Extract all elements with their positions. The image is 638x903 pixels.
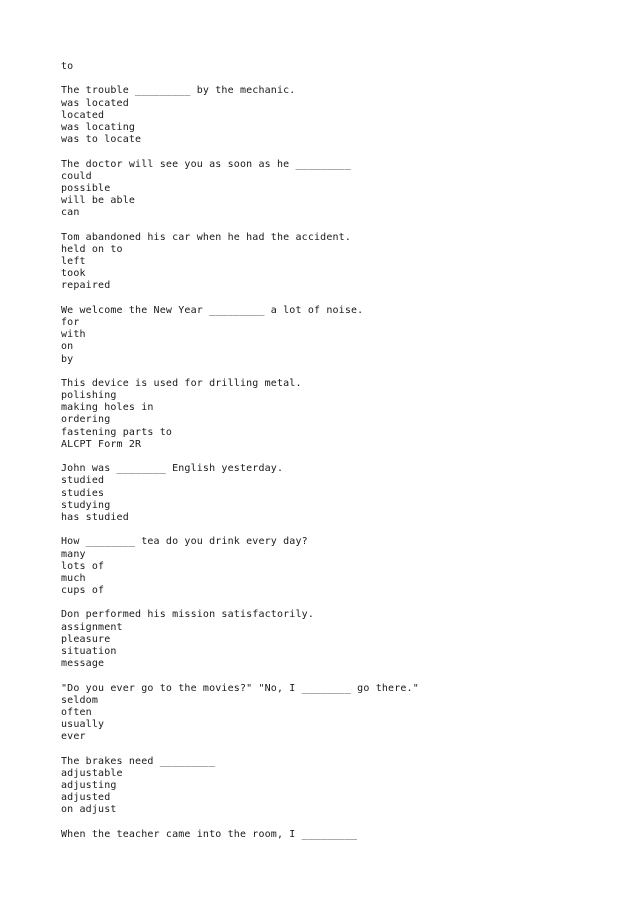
question-4 xyxy=(61,305,621,366)
option-d: fastening parts to xyxy=(61,426,173,438)
question-8 xyxy=(61,609,621,670)
option-d: repaired xyxy=(61,280,111,292)
question-3 xyxy=(61,232,621,293)
option-b: possible xyxy=(61,182,111,194)
option-c: took xyxy=(61,268,86,280)
option-a: polishing xyxy=(61,390,117,402)
option-c: was locating xyxy=(61,121,136,133)
option-a: for xyxy=(61,316,80,328)
question-stem: We welcome the New Year _________ a lot of noise. xyxy=(61,304,364,316)
option-a: could xyxy=(61,170,92,182)
option-c: on xyxy=(61,341,74,353)
question-stem: When the teacher came into the room, I _________ xyxy=(61,828,358,840)
option-b: often xyxy=(61,706,92,718)
option-c: ordering xyxy=(61,414,111,426)
question-stem: This device is used for drilling metal. xyxy=(61,377,302,389)
question-stem: The brakes need _________ xyxy=(61,755,216,767)
option-d: can xyxy=(61,207,80,219)
option-a: studied xyxy=(61,475,105,487)
option-a: seldom xyxy=(61,694,99,706)
option-a: was located xyxy=(61,97,129,109)
option-d: ever xyxy=(61,731,86,743)
document-page xyxy=(61,61,621,841)
option-d: message xyxy=(61,658,105,670)
question-2 xyxy=(61,159,621,220)
option-b: located xyxy=(61,109,105,121)
option-b: left xyxy=(61,256,86,267)
option-b: lots of xyxy=(61,560,105,572)
option-c: adjusted xyxy=(61,792,111,804)
option-b: adjusting xyxy=(61,780,117,792)
question-9 xyxy=(61,683,621,744)
option-d: on adjust xyxy=(61,804,117,816)
option-c: situation xyxy=(61,646,117,657)
question-stem: John was ________ English yesterday. xyxy=(61,463,284,475)
option-d: by xyxy=(61,353,74,365)
option-c: studying xyxy=(61,499,111,511)
question-stem: Tom abandoned his car when he had the accident. xyxy=(61,231,352,243)
question-stem: How ________ tea do you drink every day? xyxy=(61,536,308,548)
option-d: cups of xyxy=(61,585,105,597)
option-c: much xyxy=(61,572,86,584)
leading-fragment: to xyxy=(61,61,74,72)
option-a: held on to xyxy=(61,243,123,255)
option-a: adjustable xyxy=(61,767,123,779)
option-b: with xyxy=(61,329,86,341)
option-c: usually xyxy=(61,719,105,731)
question-stem: Don performed his mission satisfactorily. xyxy=(61,609,314,621)
option-b: pleasure xyxy=(61,633,111,645)
option-a: assignment xyxy=(61,621,123,633)
question-5 xyxy=(61,378,621,451)
question-stem: The doctor will see you as soon as he _________ xyxy=(61,158,352,170)
question-10 xyxy=(61,756,621,817)
option-d: has studied xyxy=(61,511,129,523)
option-b: studies xyxy=(61,487,105,499)
question-1 xyxy=(61,85,621,146)
question-7 xyxy=(61,536,621,597)
question-11 xyxy=(61,829,621,841)
question-stem: "Do you ever go to the movies?" "No, I ________ go there." xyxy=(61,682,419,694)
option-c: will be able xyxy=(61,195,136,207)
form-label: ALCPT Form 2R xyxy=(61,438,142,450)
option-a: many xyxy=(61,548,86,560)
option-d: was to locate xyxy=(61,134,142,146)
option-b: making holes in xyxy=(61,402,154,414)
question-6 xyxy=(61,463,621,524)
question-stem: The trouble _________ by the mechanic. xyxy=(61,85,296,97)
